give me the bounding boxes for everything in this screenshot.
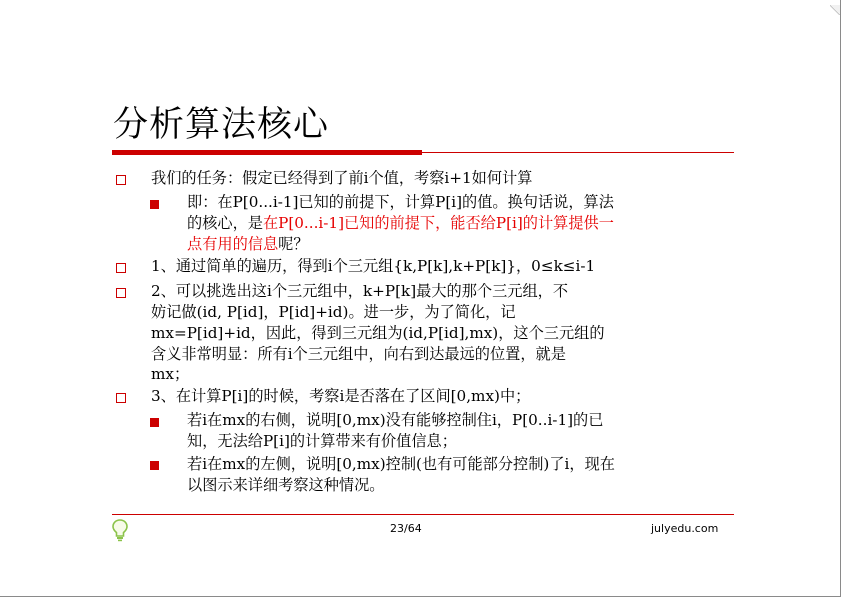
footer-rule [112, 514, 734, 515]
sub-bullet-square [150, 418, 159, 427]
sub-bullet-square [150, 200, 159, 209]
slide-line: mx=P[id]+id，因此，得到三元组为(id,P[id],mx)，这个三元组的 [151, 324, 605, 342]
slide-line-part: 的核心，是 [187, 214, 263, 232]
slide-line-mixed [187, 234, 309, 256]
slide-line: 知，无法给P[i]的计算带来有价值信息； [187, 432, 457, 450]
slide-line: 若i在mx的右侧，说明[0,mx)没有能够控制住i，P[0..i-1]的已 [187, 411, 604, 429]
slide-line: 即：在P[0...i-1]已知的前提下，计算P[i]的值。换句话说，算法 [187, 193, 614, 211]
slide-line: 3、在计算P[i]的时候，考察i是否落在了区间[0,mx)中； [151, 387, 531, 405]
slide-title: 分析算法核心 [113, 105, 330, 145]
slide-line-part: 呢？ [278, 235, 309, 253]
slide-line: 以图示来详细考察这种情况。 [187, 476, 385, 494]
site-url: julyedu.com [651, 522, 719, 535]
page-number: 23/64 [390, 522, 422, 535]
slide-line: 2、可以挑选出这i个三元组中，k+P[k]最大的那个三元组，不 [151, 282, 569, 300]
slide-line-highlight: 在P[0...i-1]已知的前提下，能否给P[i]的计算提供一 [262, 214, 614, 232]
slide-line: 若i在mx的左侧，说明[0,mx)控制(也有可能部分控制)了i，现在 [187, 455, 615, 473]
sub-bullet-square [150, 461, 159, 470]
bullet-square [116, 288, 126, 298]
slide-line: mx； [151, 365, 190, 383]
slide-line: 我们的任务：假定已经得到了前i个值，考察i+1如何计算 [151, 169, 533, 187]
slide-line-highlight: 点有用的信息 [187, 235, 279, 253]
bullet-square [116, 393, 126, 403]
slide-line-mixed [187, 213, 614, 235]
slide-line: 1、通过简单的遍历，得到i个三元组{k,P[k],k+P[k]}，0≤k≤i-1 [151, 257, 596, 275]
slide-line: 含义非常明显：所有i个三元组中，向右到达最远的位置，就是 [151, 345, 566, 363]
bullet-square [116, 263, 126, 273]
lightbulb-icon [111, 518, 129, 542]
bullet-square [116, 175, 126, 185]
slide-line: 妨记做(id, P[id]，P[id]+id)。进一步，为了简化，记 [151, 303, 516, 321]
